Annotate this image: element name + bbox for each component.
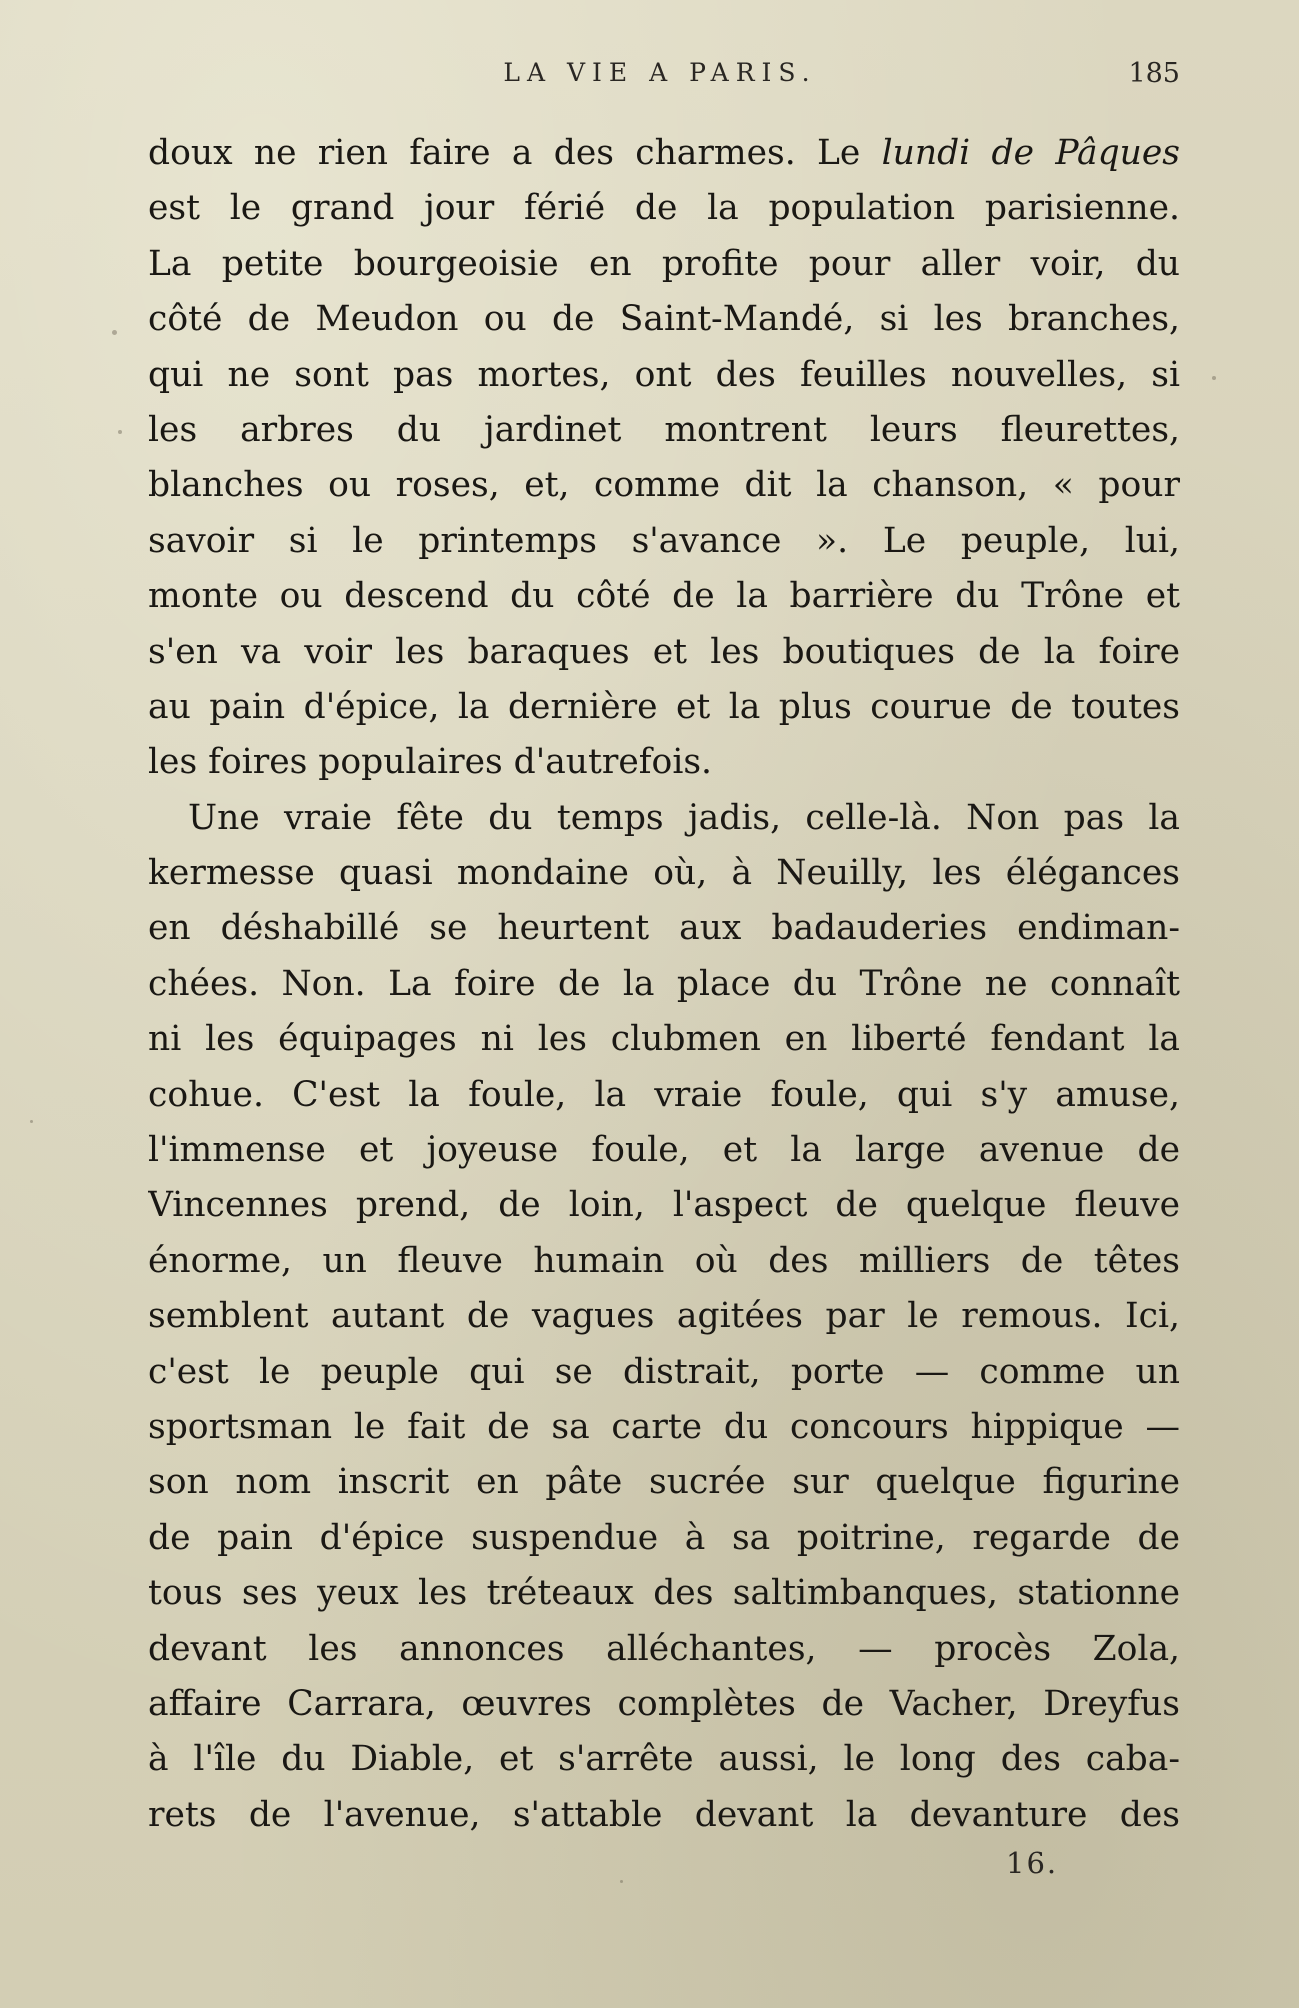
- text-line: sportsman le fait de sa carte du concours hippique —: [148, 1406, 1180, 1447]
- text-line: à l'île du Diable, et s'arrête aussi, le long des caba-: [148, 1739, 1180, 1780]
- text-line: tous ses yeux les tréteaux des saltimbanques, stationne: [148, 1573, 1180, 1614]
- text-line: énorme, un fleuve humain où des milliers de têtes: [148, 1240, 1180, 1281]
- text-line: Vincennes prend, de loin, l'aspect de quelque fleuve: [148, 1185, 1180, 1226]
- text-line: en déshabillé se heurtent aux badauderies endiman-: [148, 908, 1180, 949]
- text-line: cohue. C'est la foule, la vraie foule, qui s'y amuse,: [148, 1074, 1180, 1115]
- text-line: c'est le peuple qui se distrait, porte — comme un: [148, 1351, 1180, 1392]
- text-line: s'en va voir les baraques et les boutiques de la foire: [148, 631, 1180, 672]
- paper-speck: [30, 1120, 33, 1123]
- text-line: semblent autant de vagues agitées par le remous. Ici,: [148, 1296, 1180, 1337]
- text-line: les foires populaires d'autrefois.: [148, 742, 713, 783]
- italic-run: lundi de Pâques: [881, 133, 1180, 173]
- paper-speck: [112, 330, 117, 335]
- signature-mark: 16.: [1006, 1846, 1059, 1880]
- text-line: affaire Carrara, œuvres complètes de Vacher, Dreyfus: [148, 1683, 1180, 1724]
- text-line: kermesse quasi mondaine où, à Neuilly, les élégances: [148, 853, 1180, 894]
- text-line: Une vraie fête du temps jadis, celle-là. Non pas la: [188, 797, 1180, 838]
- paper-speck: [620, 1880, 623, 1883]
- text-line: de pain d'épice suspendue à sa poitrine, regarde de: [148, 1517, 1180, 1558]
- text-line: est le grand jour férié de la population parisienne.: [148, 188, 1180, 229]
- text-line: qui ne sont pas mortes, ont des feuilles nouvelles, si: [148, 354, 1180, 395]
- text-line: les arbres du jardinet montrent leurs fleurettes,: [148, 409, 1180, 450]
- text-line: son nom inscrit en pâte sucrée sur quelque figurine: [148, 1462, 1180, 1503]
- running-head: [140, 58, 1180, 98]
- text-line: côté de Meudon ou de Saint-Mandé, si les branches,: [148, 299, 1180, 340]
- running-title: LA VIE A PARIS.: [503, 58, 817, 87]
- text-line: rets de l'avenue, s'attable devant la devanture des: [148, 1794, 1180, 1835]
- text-line: La petite bourgeoisie en profite pour aller voir, du: [148, 243, 1180, 284]
- text-line: savoir si le printemps s'avance ». Le peuple, lui,: [148, 520, 1180, 561]
- text-line: l'immense et joyeuse foule, et la large avenue de: [148, 1130, 1180, 1171]
- body-text: [148, 126, 1180, 1843]
- text-line: blanches ou roses, et, comme dit la chanson, « pour: [148, 465, 1180, 506]
- text-line: monte ou descend du côté de la barrière du Trône et: [148, 576, 1180, 617]
- text-line: [148, 126, 1180, 181]
- text-run: doux ne rien faire a des charmes. Le: [148, 133, 882, 173]
- text-line: au pain d'épice, la dernière et la plus courue de toutes: [148, 686, 1180, 727]
- text-line: ni les équipages ni les clubmen en liberté fendant la: [148, 1019, 1180, 1060]
- paper-speck: [118, 430, 122, 434]
- text-line: devant les annonces alléchantes, — procès Zola,: [148, 1628, 1180, 1669]
- paper-speck: [1212, 376, 1216, 380]
- page-number: 185: [1128, 58, 1180, 89]
- text-line: chées. Non. La foire de la place du Trône ne connaît: [148, 963, 1180, 1004]
